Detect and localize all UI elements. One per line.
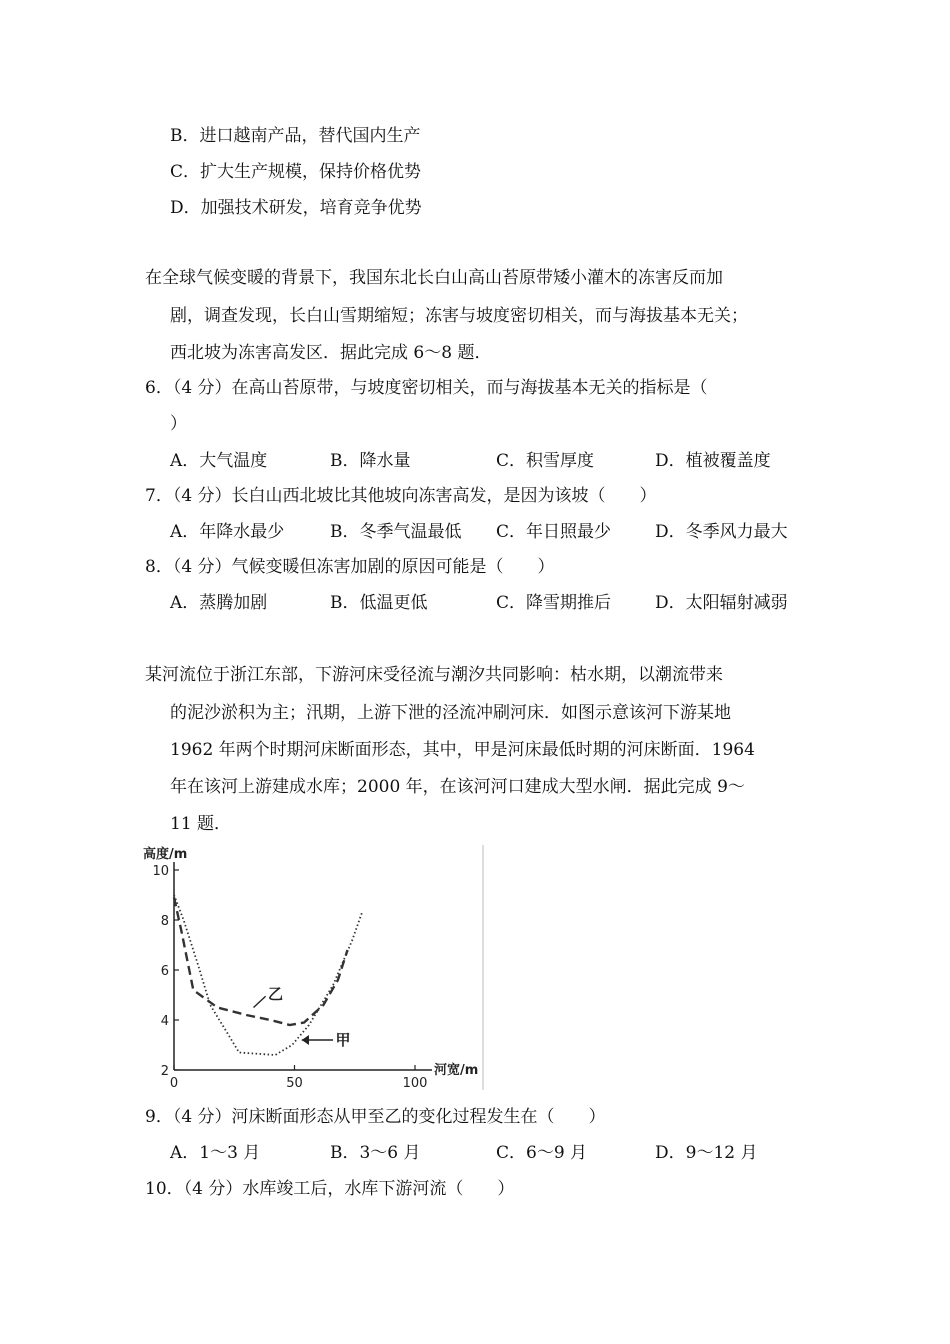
y-tick-label: 2 [160, 1064, 169, 1079]
y-tick-label: 8 [160, 914, 169, 929]
q7-option-b: B．冬季气温最低 [330, 522, 462, 542]
passage1-line-1: 在全球气候变暖的背景下，我国东北长白山高山苔原带矮小灌木的冻害反而加 [145, 268, 723, 288]
q9-option-b: B．3～6 月 [330, 1143, 421, 1163]
q7-stem: 7．（4 分）长白山西北坡比其他坡向冻害高发，是因为该坡（ ） [145, 486, 657, 506]
label-pointer-yi [254, 996, 266, 1007]
q8-option-d: D．太阳辐射减弱 [655, 593, 788, 613]
q8-option-a: A．蒸腾加剧 [170, 593, 268, 613]
y-tick-label: 6 [160, 964, 169, 979]
passage2-line-4: 年在该河上游建成水库；2000 年，在该河河口建成大型水闸．据此完成 9～ [170, 777, 745, 797]
passage1-line-2: 剧，调查发现，长白山雪期缩短；冻害与坡度密切相关，而与海拔基本无关； [170, 306, 748, 326]
y-tick-label: 10 [152, 864, 169, 879]
x-tick-label: 50 [286, 1076, 303, 1090]
series-label-jia: 甲 [335, 1031, 351, 1049]
riverbed-cross-section-chart [140, 845, 490, 1090]
q6-stem: 6．（4 分）在高山苔原带，与坡度密切相关，而与海拔基本无关的指标是（ [145, 378, 708, 398]
passage2-line-3: 1962 年两个时期河床断面形态，其中，甲是河床最低时期的河床断面．1964 [170, 740, 755, 760]
option-d: D．加强技术研发，培育竞争优势 [170, 198, 422, 218]
q8-option-c: C．降雪期推后 [496, 593, 612, 613]
x-tick-label: 100 [402, 1076, 428, 1090]
option-b: B．进口越南产品，替代国内生产 [170, 126, 421, 146]
series-label-yi: 乙 [267, 984, 284, 1003]
passage2-line-1: 某河流位于浙江东部，下游河床受径流与潮汐共同影响：枯水期，以潮流带来 [145, 665, 723, 685]
option-c: C．扩大生产规模，保持价格优势 [170, 162, 422, 182]
q6-option-d: D．植被覆盖度 [655, 451, 771, 471]
q6-stem-end: ） [170, 414, 187, 434]
label-arrowhead-jia [302, 1035, 309, 1045]
q6-option-a: A．大气温度 [170, 451, 268, 471]
passage1-line-3: 西北坡为冻害高发区．据此完成 6～8 题． [170, 343, 492, 363]
q9-stem: 9．（4 分）河床断面形态从甲至乙的变化过程发生在（ ） [145, 1107, 606, 1127]
y-tick-label: 4 [160, 1014, 169, 1029]
q7-option-a: A．年降水最少 [170, 522, 285, 542]
q8-stem: 8．（4 分）气候变暖但冻害加剧的原因可能是（ ） [145, 557, 555, 577]
x-axis-label: 河宽/m [434, 1063, 479, 1078]
q9-option-c: C．6～9 月 [496, 1143, 588, 1163]
q9-option-d: D．9～12 月 [655, 1143, 758, 1163]
q7-option-d: D．冬季风力最大 [655, 522, 788, 542]
q9-option-a: A．1～3 月 [170, 1143, 261, 1163]
q7-option-c: C．年日照最少 [496, 522, 612, 542]
q6-option-b: B．降水量 [330, 451, 411, 471]
q8-option-b: B．低温更低 [330, 593, 428, 613]
passage2-line-2: 的泥沙淤积为主；汛期，上游下泄的泾流冲刷河床．如图示意该河下游某地 [170, 703, 731, 723]
x-tick-label: 0 [169, 1076, 179, 1090]
series-line-jia [174, 895, 362, 1055]
q6-option-c: C．积雪厚度 [496, 451, 595, 471]
q10-stem: 10．（4 分）水库竣工后，水库下游河流（ ） [145, 1179, 515, 1199]
y-axis-label: 高度/m [143, 847, 188, 862]
passage2-line-5: 11 题． [170, 814, 232, 834]
